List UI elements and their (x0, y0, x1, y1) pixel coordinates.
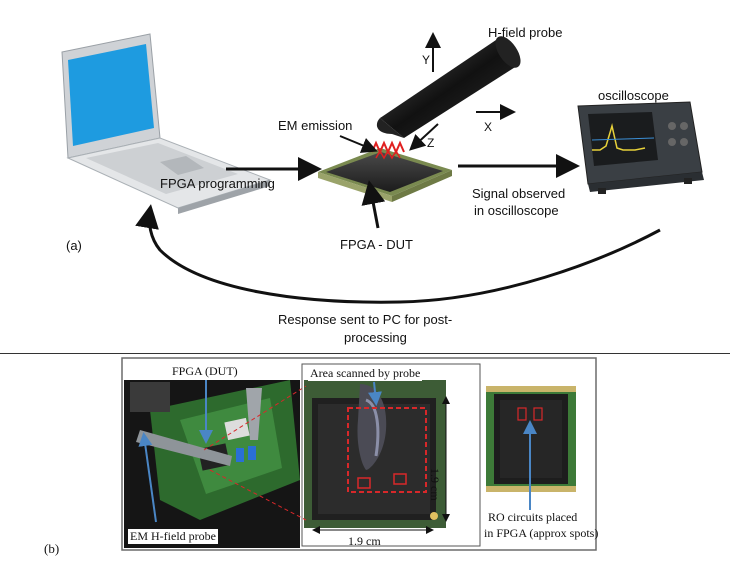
em-probe-photo-label: EM H-field probe (130, 529, 216, 543)
h-field-probe-icon (377, 32, 526, 138)
chip-closeup-photo (304, 380, 446, 528)
vertical-dimension-label: 1.9 cm (428, 468, 442, 501)
panel-divider (0, 353, 730, 354)
fpga-dut-photo-label: FPGA (DUT) (172, 364, 238, 378)
x-axis-label: X (484, 120, 493, 134)
em-emission-arrow (340, 136, 374, 150)
area-scanned-label: Area scanned by probe (310, 366, 421, 380)
panel-b-label: (b) (44, 541, 60, 556)
response-label-line2: processing (344, 330, 407, 345)
panel-a-label: (a) (66, 238, 82, 253)
z-axis-label: Z (427, 136, 435, 150)
horizontal-dimension-label: 1.9 cm (348, 534, 381, 548)
signal-label-line1: Signal observed (472, 186, 566, 201)
ro-circuits-label-line2: in FPGA (approx spots) (484, 526, 599, 540)
oscilloscope-icon (578, 102, 704, 194)
em-emission-label: EM emission (278, 118, 353, 133)
fpga-programming-label: FPGA programming (160, 176, 275, 191)
response-arrow (149, 210, 660, 302)
h-field-probe-label: H-field probe (488, 25, 563, 40)
ro-circuits-label-line1: RO circuits placed (488, 510, 578, 524)
board-photo (124, 380, 300, 548)
oscilloscope-label: oscilloscope (598, 88, 669, 103)
y-axis-label: Y (422, 53, 431, 67)
response-label-line1: Response sent to PC for post- (278, 312, 453, 327)
fpga-dut-label: FPGA - DUT (340, 237, 413, 252)
signal-label-line2: in oscilloscope (474, 203, 559, 218)
